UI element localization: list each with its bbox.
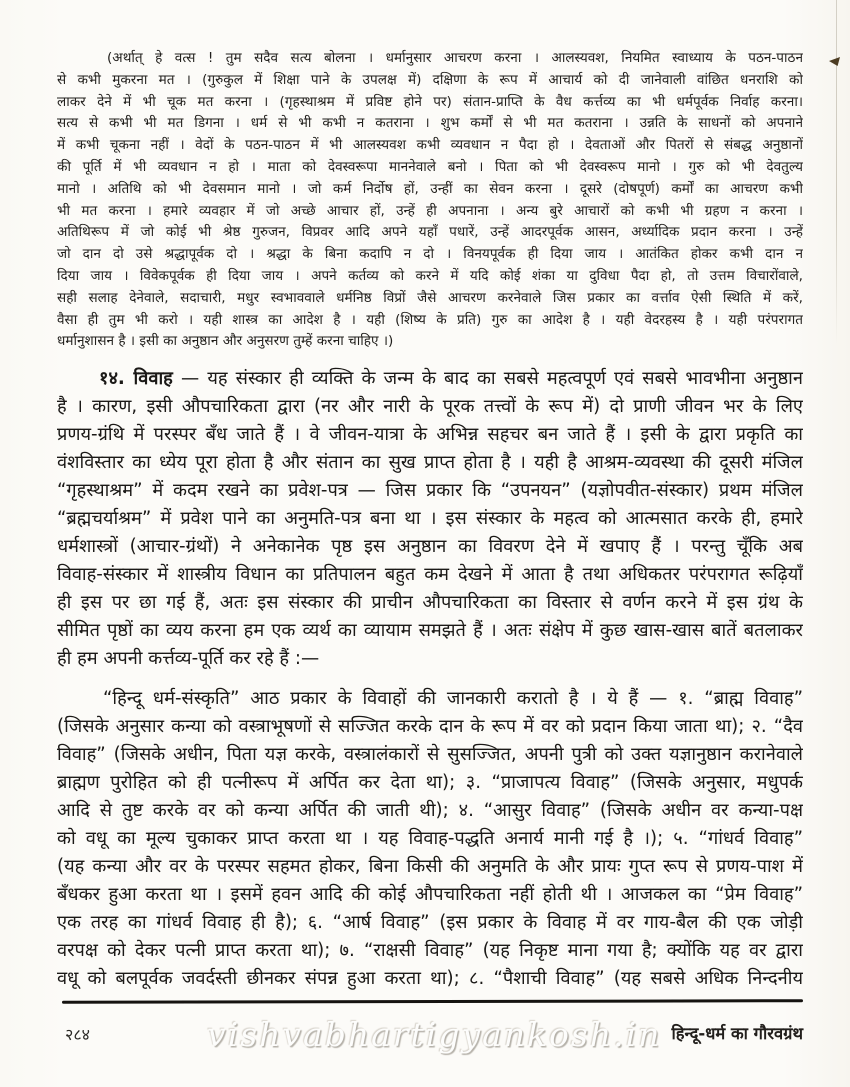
text-line: को वधू का मूल्य चुकाकर प्राप्त करता था । यह विवाह-पद्धति अनार्य मानी गई है ।); ५. “गांधर्व विवाह” <box>57 828 803 850</box>
text-line: वंशविस्तार का ध्येय पूरा होता है और संतान का सुख प्राप्त होता है । यही है आश्रम-व्यवस्था की दूसरी मंजिल <box>57 452 803 474</box>
text-line: सत्य से कभी भी मत डिगना । धर्म से भी कभी न कतराना । शुभ कर्मों से भी मत कतराना । उन्नति के साधनों को अपनाने <box>57 115 803 132</box>
text-line: से कभी मुकरना मत । (गुरुकुल में शिक्षा पाने के उपलक्ष में) दक्षिणा के रूप में आचार्य को दी जानेवाली वांछित धनराशि को <box>57 71 803 88</box>
text-line: मानो । अतिथि को भी देवसमान मानो । जो कर्म निर्दोष हों, उन्हीं का सेवन करना । दूसरे (दोषपूर्ण) कर्मों का आचरण कभी <box>57 180 803 197</box>
text-line: वैसा ही तुम भी करो । यही शास्त्र का आदेश है । यही (शिष्य के प्रति) गुरु का आदेश है । यही वेदरहस्य है । यही परंपरागत <box>57 311 803 328</box>
text-line: जो दान दो उसे श्रद्धापूर्वक दो । श्रद्धा के बिना कदापि न दो । विनयपूर्वक ही दिया जाय । आतंकित होकर कभी दान न <box>57 246 803 263</box>
book-title: हिन्दू-धर्म का गौरवग्रंथ <box>671 1024 803 1044</box>
text-line: विवाह-संस्कार में शास्त्रीय विधान का प्रतिपालन बहुत कम देखने में आता है तथा अधिकतर परंपरागत रूढ़ियाँ <box>57 564 803 586</box>
watermark-text: vishvabhartigyankosh.in <box>207 1015 662 1055</box>
section-first-line-text: यह संस्कार ही व्यक्ति के जन्म के बाद का सबसे महत्वपूर्ण एवं सबसे भावभीना अनुष्ठान <box>207 368 803 390</box>
text-line: (अर्थात् हे वत्स ! तुम सदैव सत्य बोलना । धर्मानुसार आचरण करना । आलस्यवश, नियमित स्वाध्याय के पठन-पाठन <box>107 50 803 66</box>
text-line: धर्मानुशासन है । इसी का अनुष्ठान और अनुसरण तुम्हें करना चाहिए ।) <box>57 333 394 350</box>
text-line: सही सलाह देनेवाले, सदाचारी, मधुर स्वभाववाले धर्मनिष्ठ विप्रों जैसे आचरण करनेवाले जिस प्रकार का वर्त्ताव ऐसी स्थिति में करें, <box>57 289 803 306</box>
section-heading-line <box>57 365 803 393</box>
heading-separator-dash: — <box>172 368 208 390</box>
page-edge-crease <box>836 0 837 345</box>
page-footer <box>57 1017 803 1061</box>
opening-shloka-translation-paragraph <box>57 48 803 353</box>
text-line: ही इस पर छा गई हैं, अतः इस संस्कार की प्राचीन औपचारिकता का विस्तार से वर्णन करने में इस ग्रंथ के <box>57 592 803 614</box>
page-number: २८४ <box>65 1025 90 1045</box>
text-line: में कभी चूकना नहीं । वेदों के पठन-पाठन में भी आलस्यवश कभी व्यवधान न पैदा हो । देवताओं और पितरों से संबद्ध अनुष्ठानों <box>57 137 803 154</box>
text-line: दिया जाय । विवेकपूर्वक ही दिया जाय । अपने कर्तव्य को करने में यदि कोई शंका या दुविधा पैदा हो, तो उत्तम विचारोंवाले, <box>57 267 803 284</box>
text-line: आदि से तुष्ट करके वर को कन्या अर्पित की जाती थी); ४. “आसुर विवाह” (जिसके अधीन वर कन्या-पक्ष <box>57 800 803 822</box>
text-line: वरपक्ष को देकर पत्नी प्राप्त करता था); ७. “राक्षसी विवाह” (यह निकृष्ट माना गया है; क्योंकि यह वर द्वारा <box>57 940 803 962</box>
text-line: “ब्रह्मचर्याश्रम” में प्रवेश पाने का अनुमति-पत्र बना था । इस संस्कार के महत्व को आत्मसात करके ही, हमारे <box>57 508 803 530</box>
text-line: की पूर्ति में भी व्यवधान न हो । माता को देवस्वरूपा माननेवाले बनो । पिता को भी देवस्वरूप मानो । गुरु को भी देवतुल्य <box>57 158 803 175</box>
footer-separator-rule <box>62 999 803 1004</box>
text-line: वधू को बलपूर्वक जवर्दस्ती छीनकर संपन्न हुआ करता था); ८. “पैशाची विवाह” (यह सबसे अधिक निन्दनीय <box>57 968 803 990</box>
text-line: (यह कन्या और वर के परस्पर सहमत होकर, बिना किसी की अनुमति के और प्रायः गुप्त रूप से प्रणय-पाश में <box>57 856 803 878</box>
text-line: बँधकर हुआ करता था । इसमें हवन आदि की कोई औपचारिकता नहीं होती थी । आजकल का “प्रेम विवाह” <box>57 884 803 906</box>
text-line: सीमित पृष्ठों का व्यय करना हम एक व्यर्थ का व्यायाम समझते हैं । अतः संक्षेप में कुछ खास-खास बातें बतलाकर <box>57 620 803 642</box>
section-number-title: १४. विवाह <box>99 368 173 390</box>
scan-speck-mark <box>829 57 840 66</box>
text-line: “गृहस्थाश्रम” में कदम रखने का प्रवेश-पत्र — जिस प्रकार कि “उपनयन” (यज्ञोपवीत-संस्कार) प्रथम मंजिल <box>57 480 803 502</box>
text-line: है । कारण, इसी औपचारिकता द्वारा (नर और नारी के पूरक तत्त्वों के रूप में) दो प्राणी जीवन भर के लिए <box>57 396 803 418</box>
text-line: विवाह” (जिसके अधीन, पिता यज्ञ करके, वस्त्रालंकारों से सुसज्जित, अपनी पुत्री को उक्त यज्ञानुष्ठान करानेवाले <box>57 744 803 766</box>
text-line: धर्मशास्त्रों (आचार-ग्रंथों) ने अनेकानेक पृष्ठ इस अनुष्ठान का विवरण देने में खपाए हैं । परन्तु चूँकि अब <box>57 536 803 558</box>
text-line: “हिन्दू धर्म-संस्कृति” आठ प्रकार के विवाहों की जानकारी करातो है । ये हैं — १. “ब्राह्म विवाह” <box>103 688 803 710</box>
marriage-types-paragraph <box>57 685 803 993</box>
text-line: ही हम अपनी कर्त्तव्य-पूर्ति कर रहे हैं :— <box>57 648 320 670</box>
text-line: लाकर देने में भी चूक मत करना । (गृहस्थाश्रम में प्रविष्ट होने पर) संतान-प्राप्ति के वैध कर्त्तव्य का भी धर्मपूर्वक निर्वाह करना। <box>57 93 803 110</box>
vivah-section-body-lines <box>57 393 803 673</box>
text-line: ब्राह्मण पुरोहित को ही पत्नीरूप में अर्पित कर देता था); ३. “प्राजापत्य विवाह” (जिसके अनुसार, मधुपर्क <box>57 772 803 794</box>
text-line: प्रणय-ग्रंथि में परस्पर बँध जाते हैं । वे जीवन-यात्रा के अभिन्न सहचर बन जाते हैं । इसी के द्वारा प्रकृति का <box>57 424 803 446</box>
text-line: भी मत करना । हमारे व्यवहार में जो अच्छे आचार हों, उन्हें ही अपनाना । अन्य बुरे आचारों को कभी भी ग्रहण न करना । <box>57 202 803 219</box>
vivah-section-paragraph <box>57 365 803 673</box>
text-line: अतिथिरूप में जो कोई भी श्रेष्ठ गुरुजन, विप्रवर आदि अपने यहाँ पधारें, उन्हें आदरपूर्वक आसन, अर्ध्यादिक प्रदान करना । उन्हें <box>57 224 803 241</box>
text-line: एक तरह का गांधर्व विवाह ही है); ६. “आर्ष विवाह” (इस प्रकार के विवाह में वर गाय-बैल की एक जोड़ी <box>57 912 803 934</box>
text-line: (जिसके अनुसार कन्या को वस्त्राभूषणों से सज्जित करके दान के रूप में वर को प्रदान किया जाता था); २. “दैव <box>57 716 803 738</box>
